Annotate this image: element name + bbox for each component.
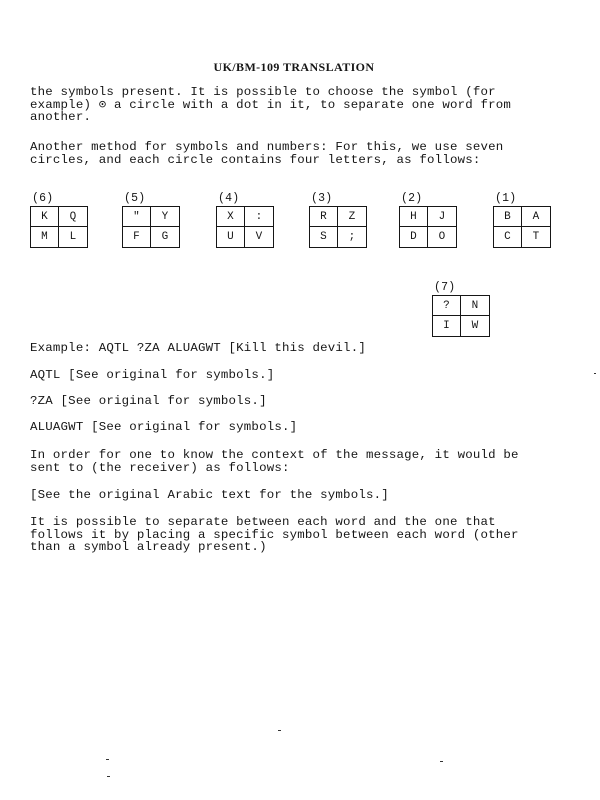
- grid-cell: N: [461, 296, 489, 316]
- grid-cell: W: [471, 320, 479, 332]
- grid-label: (2): [401, 192, 423, 205]
- scan-speck: [107, 776, 110, 777]
- arabic-note: [See the original Arabic text for the symbols.]: [30, 488, 389, 502]
- example-line: Example: AQTL ?ZA ALUAGWT [Kill this devil.]: [30, 341, 366, 355]
- grid-cell: Z: [338, 207, 366, 227]
- scan-speck: [278, 730, 281, 731]
- grid-cell: ?: [433, 296, 461, 316]
- example-word-1: AQTL [See original for symbols.]: [30, 368, 275, 382]
- grid-box: [399, 206, 457, 248]
- grid-cell: K: [31, 207, 59, 227]
- grid-label: (7): [434, 281, 456, 294]
- grid-box: [30, 206, 88, 248]
- page-title: UK/BM-109 TRANSLATION: [213, 60, 375, 74]
- grid-box: [432, 295, 490, 337]
- scan-speck: [106, 759, 109, 760]
- grid-label: (6): [32, 192, 54, 205]
- grid-box: [309, 206, 367, 248]
- grid-cell: F: [123, 227, 151, 247]
- example-word-2: ?ZA [See original for symbols.]: [30, 394, 267, 408]
- grid-cell: A: [522, 207, 550, 227]
- grid-label: (4): [218, 192, 240, 205]
- grid-cell: X: [217, 207, 245, 227]
- grid-cell: J: [428, 207, 456, 227]
- grid-cell: B: [494, 207, 522, 227]
- grid-cell: V: [255, 231, 263, 243]
- grid-cell: ;: [348, 231, 356, 243]
- grid-cell: Y: [151, 207, 179, 227]
- grid-cell: H: [400, 207, 428, 227]
- grid-cell: D: [400, 227, 428, 247]
- grid-cell: U: [217, 227, 245, 247]
- scan-speck: [594, 373, 596, 374]
- grid-label: (5): [124, 192, 146, 205]
- grid-cell: T: [532, 231, 540, 243]
- separator-paragraph: It is possible to separate between each word and the one that follows it by placing a specific symbol between each word (other than a symbol already present.): [30, 515, 519, 554]
- grid-box: [122, 206, 180, 248]
- grid-cell: G: [161, 231, 169, 243]
- context-paragraph: In order for one to know the context of the message, it would be sent to (the receiver) as follows:: [30, 448, 519, 475]
- grid-cell: R: [310, 207, 338, 227]
- grid-box: [216, 206, 274, 248]
- scan-speck: [440, 761, 443, 762]
- grid-cell: ": [123, 207, 151, 227]
- grid-cell: C: [494, 227, 522, 247]
- grid-cell: Q: [59, 207, 87, 227]
- method-paragraph: Another method for symbols and numbers: For this, we use seven circles, and each circle contains four letters, as follows:: [30, 140, 504, 167]
- grid-box: [493, 206, 551, 248]
- grid-label: (3): [311, 192, 333, 205]
- grid-cell: O: [438, 231, 446, 243]
- grid-cell: :: [245, 207, 273, 227]
- example-word-3: ALUAGWT [See original for symbols.]: [30, 420, 298, 434]
- grid-label: (1): [495, 192, 517, 205]
- grid-cell: S: [310, 227, 338, 247]
- grid-cell: L: [69, 231, 77, 243]
- grid-cell: M: [31, 227, 59, 247]
- intro-paragraph: the symbols present. It is possible to choose the symbol (for example) ⊙ a circle with a dot in it, to separate one word from another.: [30, 85, 512, 124]
- grid-cell: I: [433, 316, 461, 336]
